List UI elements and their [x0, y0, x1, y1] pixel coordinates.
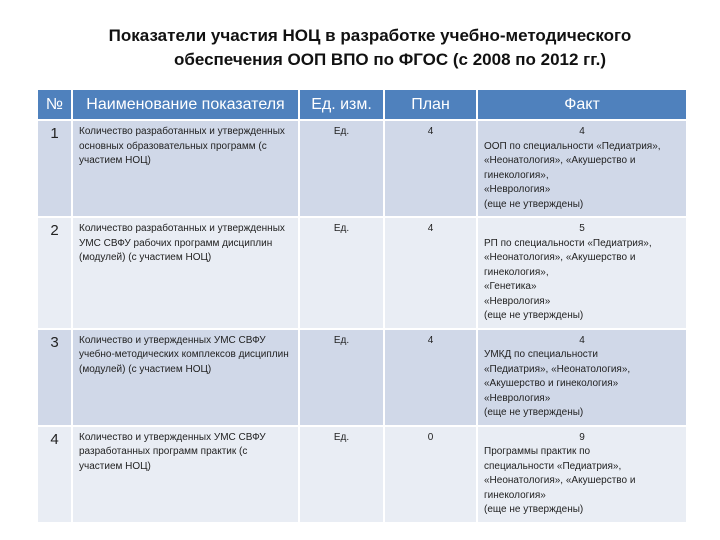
row-number: 4 — [37, 426, 72, 523]
title-line-1: Показатели участия НОЦ в разработке учебно-методического — [108, 26, 632, 45]
fact-count: 4 — [579, 334, 585, 346]
fact-line: «Неврология» — [484, 295, 551, 307]
indicator-name: Количество и утвержденных УМС СВФУ разработанных программ практик (с участием НОЦ) — [72, 426, 299, 523]
plan-value: 4 — [384, 217, 477, 329]
fact-line: (еще не утверждены) — [484, 198, 584, 210]
fact-line: «Неврология» — [484, 184, 551, 195]
fact-count: 4 — [579, 126, 585, 137]
fact-line: «Неонатология», «Акушерство и гинекология», — [484, 155, 636, 181]
unit: Ед. — [299, 120, 384, 217]
table-header — [37, 89, 687, 120]
table-row — [37, 329, 687, 426]
fact-line: ООП по специальности «Педиатрия», — [484, 140, 661, 152]
fact-cell — [477, 120, 687, 217]
table-row — [37, 217, 687, 329]
fact-line: «Педиатрия», «Неонатология», — [484, 363, 631, 375]
fact-line: (еще не утверждены) — [484, 504, 584, 515]
fact-line: УМКД по специальности — [484, 349, 598, 360]
fact-cell — [477, 329, 687, 426]
fact-line: (еще не утверждены) — [484, 407, 584, 418]
page-title — [60, 24, 680, 72]
row-number: 1 — [37, 120, 72, 217]
indicator-name: Количество разработанных и утвержденных УМС СВФУ рабочих программ дисциплин (модулей) (с участием НОЦ) — [72, 217, 299, 329]
header-plan: План — [384, 89, 477, 120]
fact-line: «Генетика» — [484, 281, 537, 292]
fact-line: (еще не утверждены) — [484, 310, 584, 321]
header-fact: Факт — [477, 89, 687, 120]
fact-count: 5 — [579, 223, 585, 234]
fact-line: Программы практик по — [484, 446, 591, 457]
plan-value: 4 — [384, 329, 477, 426]
row-number: 3 — [37, 329, 72, 426]
fact-count: 9 — [579, 431, 585, 443]
indicator-name: Количество разработанных и утвержденных основных образовательных программ (с участием НОЦ) — [72, 120, 299, 217]
row-number: 2 — [37, 217, 72, 329]
fact-cell — [477, 217, 687, 329]
fact-line: специальности «Педиатрия», — [484, 460, 622, 472]
plan-value: 4 — [384, 120, 477, 217]
header-name: Наименование показателя — [72, 89, 299, 120]
header-unit: Ед. изм. — [299, 89, 384, 120]
unit: Ед. — [299, 329, 384, 426]
fact-line: «Неврология» — [484, 392, 551, 404]
title-line-2: обеспечения ООП ВПО по ФГОС (с 2008 по 2012 гг.) — [173, 50, 607, 69]
fact-line: «Акушерство и гинекология» — [484, 378, 619, 389]
unit: Ед. — [299, 217, 384, 329]
unit: Ед. — [299, 426, 384, 523]
table-row — [37, 426, 687, 523]
fact-line: «Неонатология», «Акушерство и гинекология», — [484, 252, 636, 278]
table-row — [37, 120, 687, 217]
fact-cell — [477, 426, 687, 523]
header-num: № — [37, 89, 72, 120]
fact-line: РП по специальности «Педиатрия», — [484, 237, 652, 249]
indicators-table — [36, 88, 688, 524]
plan-value: 0 — [384, 426, 477, 523]
fact-line: «Неонатология», «Акушерство и гинекология» — [484, 475, 636, 501]
indicator-name: Количество и утвержденных УМС СВФУ учебно-методических комплексов дисциплин (модулей) (с участием НОЦ) — [72, 329, 299, 426]
